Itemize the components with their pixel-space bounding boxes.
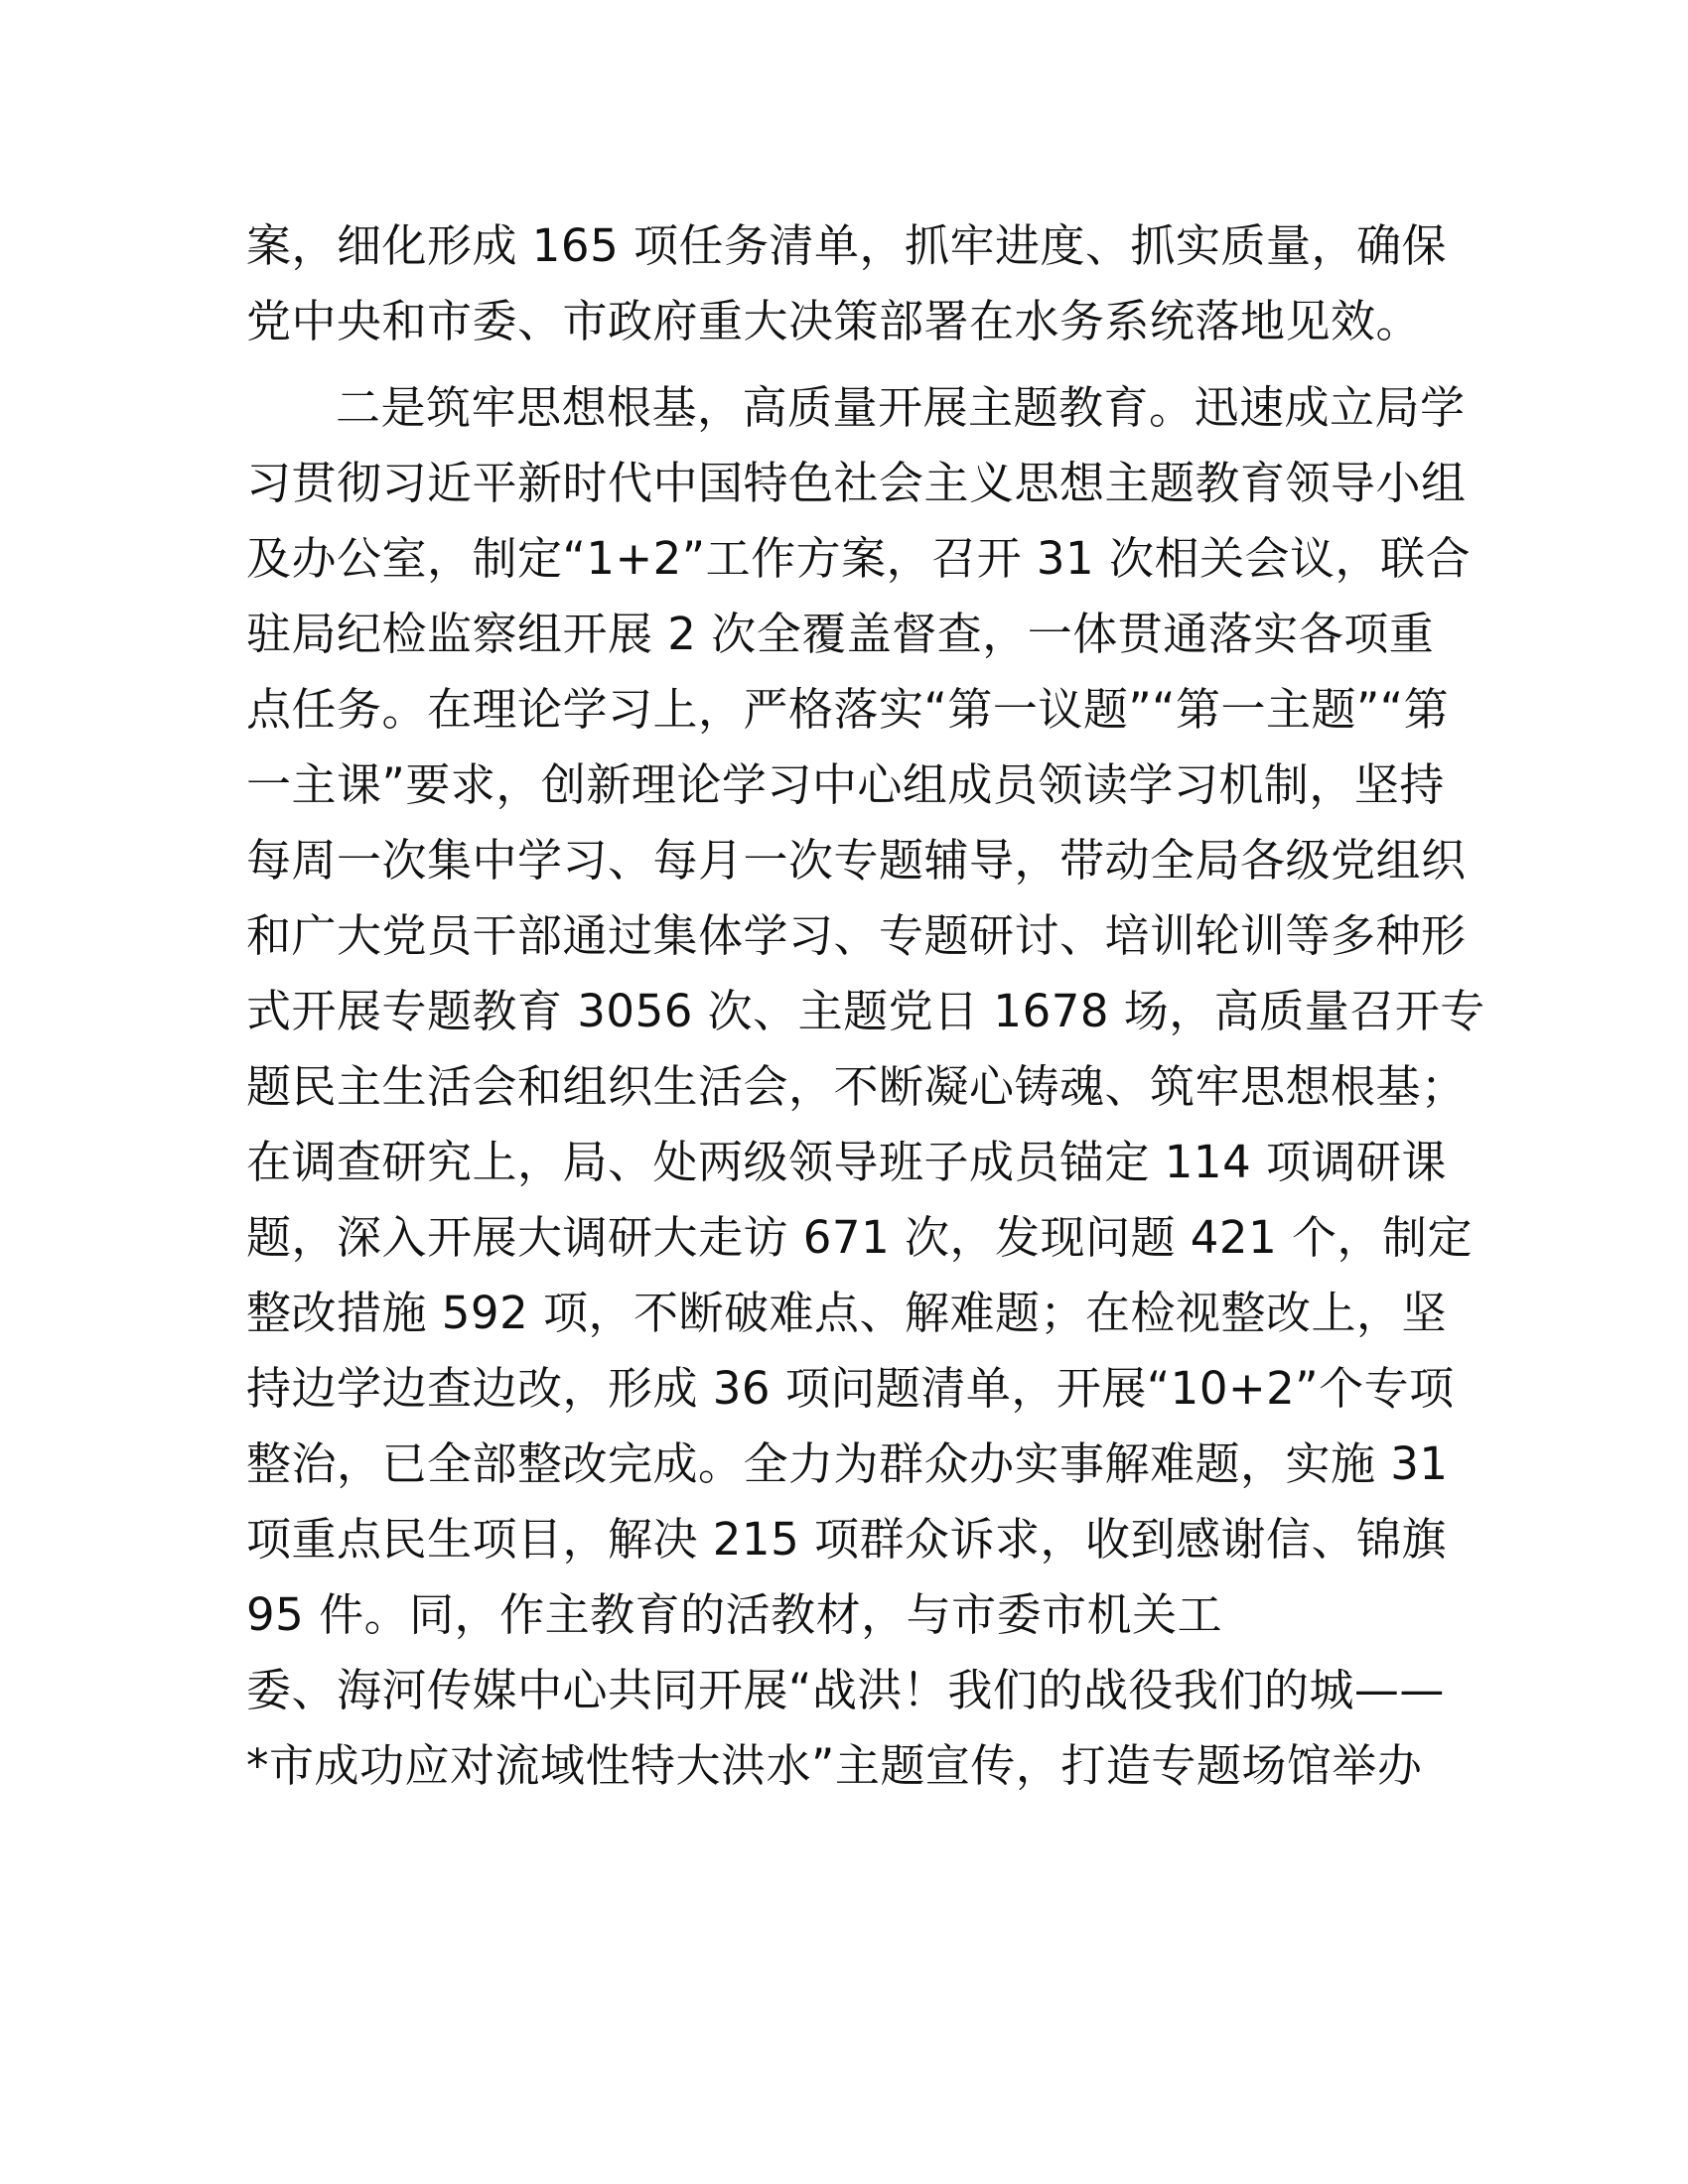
- text-line: 和广大党员干部通过集体学习、专题研讨、培训轮训等多种形: [246, 909, 1467, 962]
- text-line: 党中央和市委、市政府重大决策部署在水务系统落地见效。: [246, 295, 1422, 347]
- text-line: 在调查研究上，局、处两级领导班子成员锚定 114 项调研课: [246, 1136, 1448, 1188]
- text-line: 整改措施 592 项，不断破难点、解难题；在检视整改上，坚: [246, 1287, 1448, 1339]
- text-line: 点任务。在理论学习上，严格落实“第一议题”“第一主题”“第: [246, 683, 1450, 736]
- text-line: 案，细化形成 165 项任务清单，抓牢进度、抓实质量，确保: [246, 219, 1448, 272]
- text-line: 题民主生活会和组织生活会，不断凝心铸魂、筑牢思想根基；: [246, 1060, 1467, 1113]
- text-line: 习贯彻习近平新时代中国特色社会主义思想主题教育领导小组: [246, 457, 1467, 509]
- text-line: 驻局纪检监察组开展 2 次全覆盖督查，一体贯通落实各项重: [246, 608, 1435, 660]
- text-line: 一主课”要求，创新理论学习中心组成员领读学习机制，坚持: [246, 758, 1445, 811]
- text-line: 委、海河传媒中心共同开展“战洪！我们的战役我们的城——: [246, 1664, 1445, 1716]
- text-line: 95 件。同，作主教育的活教材，与市委市机关工: [246, 1588, 1223, 1641]
- text-line: *市成功应对流域性特大洪水”主题宣传，打造专题场馆举办: [246, 1739, 1423, 1792]
- text-line: 项重点民生项目，解决 215 项群众诉求，收到感谢信、锦旗: [246, 1513, 1448, 1566]
- text-line: 题，深入开展大调研大走访 671 次，发现问题 421 个，制定: [246, 1211, 1474, 1264]
- paragraph-first-line: 二是筑牢思想根基，高质量开展主题教育。迅速成立局学: [336, 381, 1466, 434]
- text-line: 持边学边查边改，形成 36 项问题清单，开展“10+2”个专项: [246, 1362, 1455, 1415]
- text-line: 每周一次集中学习、每月一次专题辅导，带动全局各级党组织: [246, 834, 1467, 887]
- text-line: 及办公室，制定“1+2”工作方案，召开 31 次相关会议，联合: [246, 532, 1471, 585]
- text-line: 式开展专题教育 3056 次、主题党日 1678 场，高质量召开专: [246, 985, 1485, 1037]
- text-line: 整治，已全部整改完成。全力为群众办实事解难题，实施 31: [246, 1437, 1449, 1490]
